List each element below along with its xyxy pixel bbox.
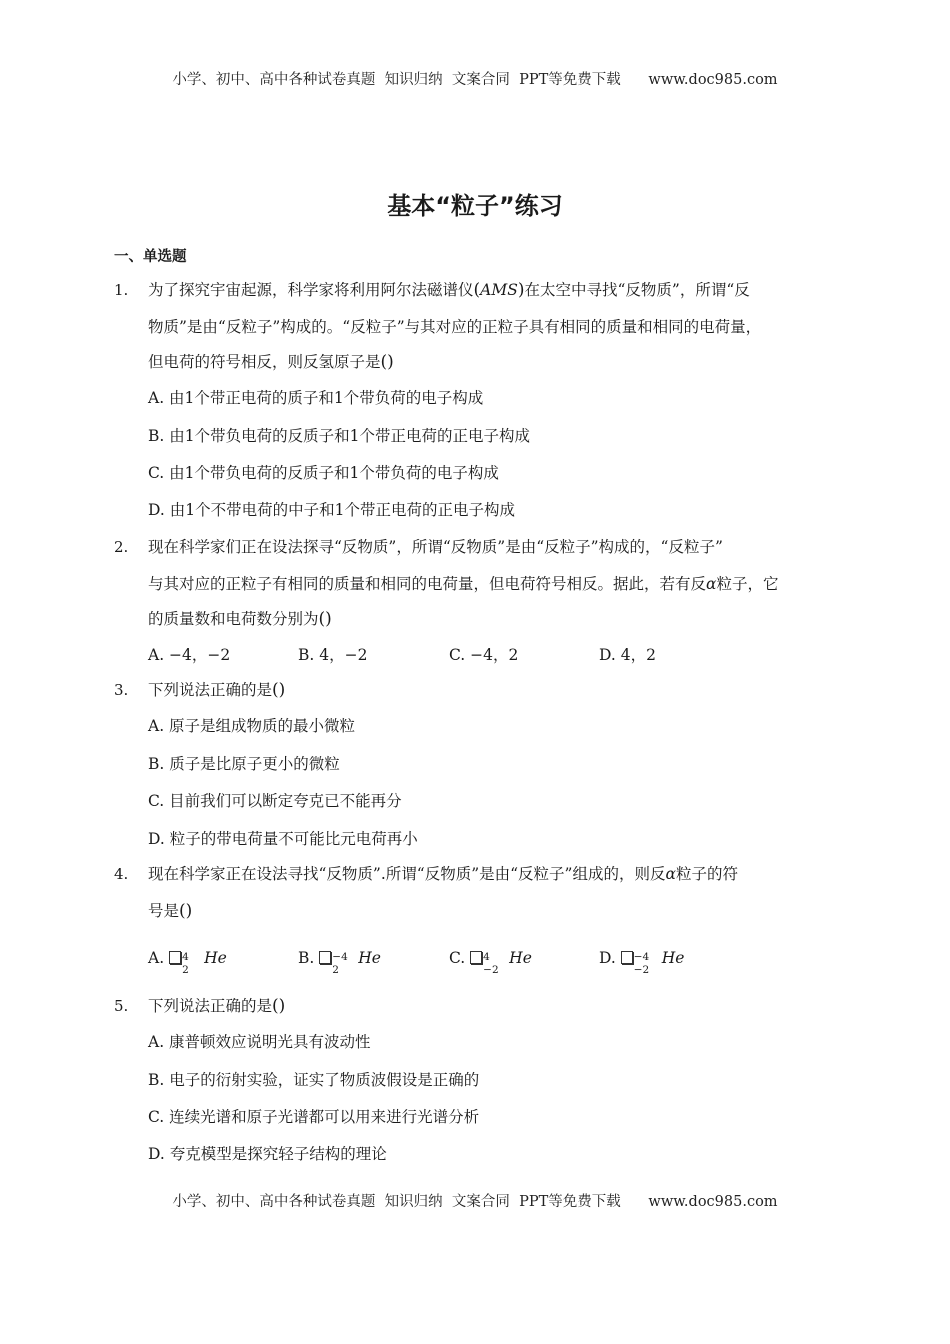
- q2-number: 2.: [114, 538, 129, 556]
- q4-line-1: 现在科学家正在设法寻找“反物质”.所谓“反物质”是由“反粒子”组成的，则反α粒子的符: [148, 865, 738, 883]
- q5-option-c: C. 连续光谱和原子光谱都可以用来进行光谱分析: [148, 1108, 480, 1126]
- q4-number: 4.: [114, 865, 129, 883]
- placeholder-box-icon: [169, 951, 181, 964]
- q3-number: 3.: [114, 681, 129, 699]
- q1-option-c: C. 由1个带负电荷的反质子和1个带负荷的电子构成: [148, 464, 499, 482]
- q2-option-d: D. 4，2: [599, 646, 656, 664]
- q2-option-a: A. −4，−2: [148, 646, 231, 664]
- q4-option-a: A. 4 2 He: [148, 949, 227, 976]
- q3-line-1: 下列说法正确的是(): [148, 680, 286, 700]
- placeholder-box-icon: [621, 951, 633, 964]
- q5-option-a: A. 康普顿效应说明光具有波动性: [148, 1033, 371, 1051]
- q2-alpha: α: [706, 575, 717, 593]
- page-title: 基本“粒子”练习: [387, 192, 563, 220]
- q5-option-b: B. 电子的衍射实验，证实了物质波假设是正确的: [148, 1071, 480, 1089]
- q5-option-d: D. 夸克模型是探究轻子结构的理论: [148, 1145, 387, 1163]
- q2-option-c: C. −4，2: [449, 646, 519, 664]
- q3-option-d: D. 粒子的带电荷量不可能比元电荷再小: [148, 830, 418, 848]
- placeholder-box-icon: [470, 951, 482, 964]
- q5-line-1: 下列说法正确的是(): [148, 996, 286, 1016]
- q4-alpha: α: [665, 865, 676, 883]
- q4-line-2: 号是(): [148, 901, 193, 921]
- page-header: 小学、初中、高中各种试卷真题 知识归纳 文案合同 PPT等免费下载 www.doc985.com: [172, 72, 778, 88]
- q3-option-b: B. 质子是比原子更小的微粒: [148, 755, 340, 773]
- placeholder-box-icon: [319, 951, 331, 964]
- q2-option-b: B. 4，−2: [298, 646, 368, 664]
- q1-number: 1.: [114, 281, 129, 299]
- q2-line-2: 与其对应的正粒子有相同的质量和相同的电荷量，但电荷符号相反。据此，若有反α粒子，它: [148, 575, 779, 593]
- q5-number: 5.: [114, 997, 129, 1015]
- q1-line-3: 但电荷的符号相反，则反氢原子是(): [148, 352, 394, 372]
- q1-option-d: D. 由1个不带电荷的中子和1个带正电荷的正电子构成: [148, 501, 515, 519]
- q1-line-2: 物质”是由“反粒子”构成的。“反粒子”与其对应的正粒子具有相同的质量和相同的电荷量，: [148, 318, 762, 336]
- q1-option-a: A. 由1个带正电荷的质子和1个带负荷的电子构成: [148, 389, 484, 407]
- q1-ams: AMS: [480, 281, 518, 299]
- q4-option-c: C. 4 −2 He: [449, 949, 532, 976]
- section-heading: 一、单选题: [114, 249, 187, 265]
- q1-option-b: B. 由1个带负电荷的反质子和1个带正电荷的正电子构成: [148, 427, 530, 445]
- page-footer: 小学、初中、高中各种试卷真题 知识归纳 文案合同 PPT等免费下载 www.doc985.com: [172, 1194, 778, 1210]
- q3-option-c: C. 目前我们可以断定夸克已不能再分: [148, 792, 402, 810]
- q4-option-b: B. −4 2 He: [298, 949, 381, 976]
- q3-option-a: A. 原子是组成物质的最小微粒: [148, 717, 356, 735]
- q2-line-1: 现在科学家们正在设法探寻“反物质”，所谓“反物质”是由“反粒子”构成的，“反粒子”: [148, 538, 723, 556]
- q1-line-1: 为了探究宇宙起源，科学家将利用阿尔法磁谱仪(AMS)在太空中寻找“反物质”，所谓“反: [148, 280, 750, 300]
- q2-line-3: 的质量数和电荷数分别为(): [148, 609, 332, 629]
- q4-option-d: D. −4 −2 He: [599, 949, 685, 976]
